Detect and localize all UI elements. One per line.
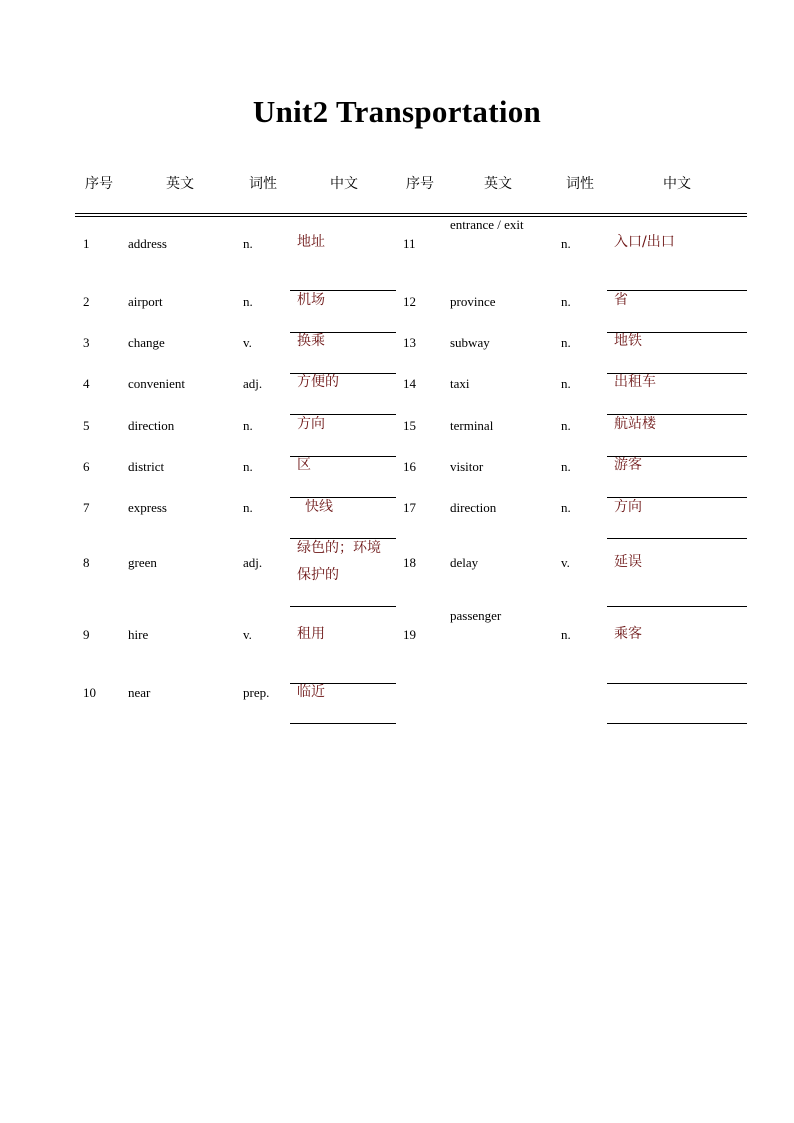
chinese-meaning: 换乘	[297, 333, 325, 349]
part-of-speech: n.	[561, 376, 571, 391]
row-number: 9	[83, 627, 90, 642]
english-word: direction	[450, 500, 497, 515]
english-word: entrance / exit	[450, 217, 524, 232]
answer-line	[607, 290, 747, 291]
row-number: 11	[403, 236, 416, 251]
english-word: terminal	[450, 418, 494, 433]
answer-line	[607, 538, 747, 539]
english-word: near	[128, 685, 151, 700]
part-of-speech: n.	[243, 418, 253, 433]
answer-line	[607, 723, 747, 724]
row-number: 15	[403, 418, 416, 433]
english-word: airport	[128, 294, 163, 309]
part-of-speech: n.	[561, 500, 571, 515]
part-of-speech: n.	[243, 459, 253, 474]
chinese-meaning: 租用	[297, 626, 325, 642]
part-of-speech: prep.	[243, 685, 270, 700]
english-word: express	[128, 500, 167, 515]
row-number: 13	[403, 335, 416, 350]
english-word: taxi	[450, 376, 470, 391]
part-of-speech: n.	[561, 459, 571, 474]
part-of-speech: n.	[561, 294, 571, 309]
chinese-meaning: 机场	[297, 292, 325, 308]
row-number: 12	[403, 294, 416, 309]
chinese-meaning: 方便的	[297, 374, 339, 390]
chinese-meaning: 乘客	[614, 626, 642, 642]
english-word: province	[450, 294, 496, 309]
english-word: direction	[128, 418, 175, 433]
part-of-speech: n.	[243, 236, 253, 251]
chinese-meaning-line2: 保护的	[297, 567, 339, 583]
chinese-meaning: 临近	[297, 684, 325, 700]
english-word: passenger	[450, 608, 502, 623]
row-number: 4	[83, 376, 90, 391]
header-pos-left: 词性	[249, 176, 277, 192]
part-of-speech: n.	[561, 335, 571, 350]
english-word: district	[128, 459, 165, 474]
row-number: 8	[83, 555, 90, 570]
part-of-speech: n.	[243, 500, 253, 515]
row-number: 6	[83, 459, 90, 474]
header-rule-top	[75, 213, 747, 214]
header-chinese-left: 中文	[330, 176, 358, 192]
english-word: address	[128, 236, 167, 251]
header-english-left: 英文	[166, 176, 194, 192]
part-of-speech: adj.	[243, 555, 263, 570]
header-pos-right: 词性	[566, 176, 594, 192]
row-number: 17	[403, 500, 416, 515]
header-index-right: 序号	[406, 176, 434, 192]
english-word: delay	[450, 555, 479, 570]
part-of-speech: n.	[243, 294, 253, 309]
answer-line	[607, 606, 747, 607]
part-of-speech: v.	[243, 627, 252, 642]
chinese-meaning: 延误	[614, 554, 642, 570]
answer-line	[290, 723, 396, 724]
row-number: 1	[83, 236, 90, 251]
chinese-meaning: 快线	[305, 499, 333, 515]
chinese-meaning: 地铁	[614, 333, 642, 349]
part-of-speech: v.	[243, 335, 252, 350]
row-number: 7	[83, 500, 90, 515]
row-number: 14	[403, 376, 416, 391]
english-word: change	[128, 335, 165, 350]
chinese-meaning: 方向	[614, 499, 642, 515]
header-index-left: 序号	[85, 176, 113, 192]
page-title: Unit2 Transportation	[252, 94, 542, 129]
english-word: hire	[128, 627, 149, 642]
row-number: 3	[83, 335, 90, 350]
chinese-meaning: 绿色的；环境	[297, 540, 381, 556]
part-of-speech: adj.	[243, 376, 263, 391]
chinese-meaning: 区	[297, 457, 311, 473]
english-word: green	[128, 555, 157, 570]
header-rule-bottom	[75, 216, 747, 217]
answer-line	[290, 606, 396, 607]
english-word: convenient	[128, 376, 186, 391]
row-number: 2	[83, 294, 90, 309]
part-of-speech: n.	[561, 627, 571, 642]
row-number: 10	[83, 685, 96, 700]
part-of-speech: v.	[561, 555, 570, 570]
chinese-meaning: 入口/出口	[614, 234, 675, 250]
english-word: subway	[450, 335, 490, 350]
row-number: 19	[403, 627, 416, 642]
row-number: 5	[83, 418, 90, 433]
chinese-meaning: 游客	[614, 457, 642, 473]
english-word: visitor	[450, 459, 484, 474]
row-number: 16	[403, 459, 416, 474]
chinese-meaning: 地址	[297, 234, 325, 250]
header-english-right: 英文	[484, 176, 512, 192]
chinese-meaning: 出租车	[614, 374, 656, 390]
part-of-speech: n.	[561, 236, 571, 251]
chinese-meaning: 省	[614, 292, 628, 308]
row-number: 18	[403, 555, 416, 570]
chinese-meaning: 方向	[297, 416, 325, 432]
answer-line	[607, 683, 747, 684]
part-of-speech: n.	[561, 418, 571, 433]
chinese-meaning: 航站楼	[614, 416, 656, 432]
header-chinese-right: 中文	[663, 176, 691, 192]
